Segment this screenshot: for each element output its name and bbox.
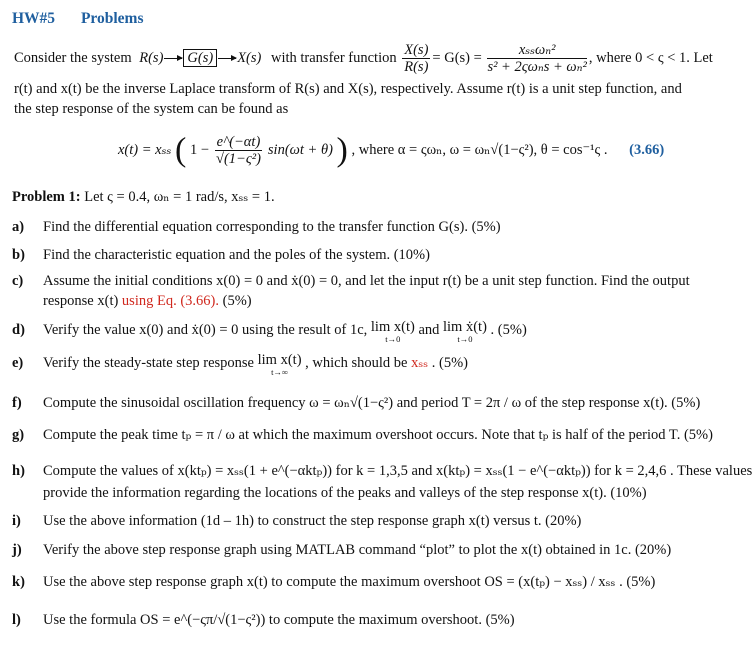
item-b-text: Find the characteristic equation and the poles of the system. (10%) bbox=[43, 247, 430, 263]
equation-3-66 bbox=[118, 128, 664, 172]
item-h-text-1: Compute the values of x(ktₚ) = xₛₛ(1 + e^(−αktₚ)) for k = 1,3,5 and x(ktₚ) = xₛₛ(1 − e^(−αktₚ)) for k = 2,4,6 . These values bbox=[43, 463, 753, 479]
intro-line-1 bbox=[14, 42, 713, 75]
tf-denominator-2: s² + 2ςωₙs + ωₙ² bbox=[487, 59, 587, 75]
item-a-label: a) bbox=[12, 219, 25, 235]
item-j-label: j) bbox=[12, 542, 22, 558]
problem-1 bbox=[12, 188, 275, 206]
arrow-icon bbox=[164, 58, 182, 59]
item-a-text: Find the differential equation corresponding to the transfer function G(s). (5%) bbox=[43, 219, 501, 235]
equation-tag: (3.66) bbox=[629, 142, 665, 158]
item-h-text-2: provide the information regarding the locations of the peaks and valleys of the step response x(t). (10%) bbox=[43, 485, 647, 501]
intro-line-2: r(t) and x(t) be the inverse Laplace transform of R(s) and X(s), respectively. Assume r(t) is a unit step function, and bbox=[14, 81, 682, 97]
item-e-line bbox=[43, 354, 468, 378]
item-d-text: Verify the value x(0) and ẋ(0) = 0 using the result of 1c, bbox=[43, 322, 368, 338]
document-header bbox=[12, 10, 166, 28]
item-c-text-1: Assume the initial conditions x(0) = 0 and ẋ(0) = 0, and let the input r(t) be a unit step function. Find the output bbox=[43, 273, 690, 289]
block-output: X(s) bbox=[237, 49, 262, 66]
problem-1-text: Let ς = 0.4, ωₙ = 1 rad/s, xₛₛ = 1. bbox=[84, 189, 275, 205]
block-g-label: G(s) bbox=[187, 49, 214, 66]
limit-inf bbox=[258, 354, 302, 378]
equation-one: 1 − bbox=[189, 142, 210, 158]
item-l-label: l) bbox=[12, 612, 21, 628]
header-title: Problems bbox=[80, 10, 144, 27]
item-c-points: (5%) bbox=[222, 293, 252, 309]
item-k-text: Use the above step response graph x(t) to compute the maximum overshoot OS = (x(tₚ) − xₛₛ) / xₛₛ . (5%) bbox=[43, 574, 656, 590]
arrow-icon bbox=[218, 58, 236, 59]
paren-right: ) bbox=[336, 131, 348, 169]
item-d-line bbox=[43, 321, 527, 345]
item-e-xss: xₛₛ bbox=[411, 355, 429, 371]
equation-exp: e^(−αt) bbox=[216, 134, 261, 151]
intro-line-3: the step response of the system can be found as bbox=[14, 101, 289, 117]
item-d-and: and bbox=[418, 322, 440, 338]
block-g bbox=[183, 49, 217, 67]
item-i-text: Use the above information (1d – 1h) to construct the step response graph x(t) versus t. (20%) bbox=[43, 513, 582, 529]
item-b-label: b) bbox=[12, 247, 25, 263]
equation-fraction bbox=[215, 134, 263, 167]
item-g-label: g) bbox=[12, 427, 25, 443]
item-h-label: h) bbox=[12, 463, 25, 479]
item-e-tail: , which should be bbox=[305, 355, 408, 371]
limit-1-sub: t→0 bbox=[385, 334, 401, 344]
tf-numerator: X(s) bbox=[404, 42, 429, 58]
item-j-text: Verify the above step response graph using MATLAB command “plot” to plot the x(t) obtained in 1c. (20%) bbox=[43, 542, 672, 558]
limit-inf-expr: lim x(t) bbox=[257, 352, 302, 368]
equation-lhs: x(t) = xₛₛ bbox=[118, 142, 172, 158]
hw-number: HW#5 bbox=[12, 10, 56, 27]
item-c-label: c) bbox=[12, 273, 24, 289]
equation-sin: sin(ωt + θ) bbox=[267, 142, 333, 158]
tf-equals: = G(s) = bbox=[432, 49, 482, 66]
limit-1-expr: lim x(t) bbox=[370, 319, 415, 335]
tf-fraction bbox=[402, 42, 430, 75]
intro-text-a: Consider the system bbox=[14, 49, 132, 66]
tf-denominator: R(s) bbox=[404, 59, 429, 75]
item-i-label: i) bbox=[12, 513, 21, 529]
equation-sqrt: √(1−ς²) bbox=[216, 151, 261, 168]
limit-2 bbox=[443, 321, 487, 345]
item-e-points: . (5%) bbox=[431, 355, 468, 371]
block-input: R(s) bbox=[139, 49, 164, 66]
limit-1 bbox=[371, 321, 415, 345]
item-c-text-2a: response x(t) bbox=[43, 293, 119, 309]
tf-fraction-2 bbox=[487, 42, 586, 75]
intro-text-b: with transfer function bbox=[270, 49, 397, 66]
limit-2-sub: t→0 bbox=[457, 334, 473, 344]
tf-numerator-2: xₛₛωₙ² bbox=[487, 42, 586, 59]
item-f-label: f) bbox=[12, 395, 22, 411]
item-e-label: e) bbox=[12, 355, 24, 371]
item-l-text: Use the formula OS = e^(−ςπ/√(1−ς²)) to compute the maximum overshoot. (5%) bbox=[43, 612, 515, 628]
equation-where: , where α = ςωₙ, ω = ωₙ√(1−ς²), θ = cos⁻¹ς . bbox=[351, 142, 608, 158]
item-d-points: . (5%) bbox=[490, 322, 527, 338]
item-e-text: Verify the steady-state step response bbox=[43, 355, 254, 371]
item-c-line-2 bbox=[43, 292, 252, 310]
item-c-eq-ref: using Eq. (3.66). bbox=[121, 293, 219, 309]
intro-text-c: , where 0 < ς < 1. Let bbox=[588, 49, 713, 66]
paren-left: ( bbox=[175, 131, 187, 169]
limit-2-expr: lim ẋ(t) bbox=[443, 319, 487, 335]
limit-inf-sub: t→∞ bbox=[271, 367, 289, 377]
item-f-text: Compute the sinusoidal oscillation frequency ω = ωₙ√(1−ς²) and period T = 2π / ω of the step response x(t). (5%) bbox=[43, 395, 701, 411]
problem-1-label: Problem 1: bbox=[12, 189, 81, 205]
item-g-text: Compute the peak time tₚ = π / ω at which the maximum overshoot occurs. Note that tₚ is half of the period T. (5%) bbox=[43, 427, 713, 443]
item-d-label: d) bbox=[12, 322, 25, 338]
item-k-label: k) bbox=[12, 574, 25, 590]
